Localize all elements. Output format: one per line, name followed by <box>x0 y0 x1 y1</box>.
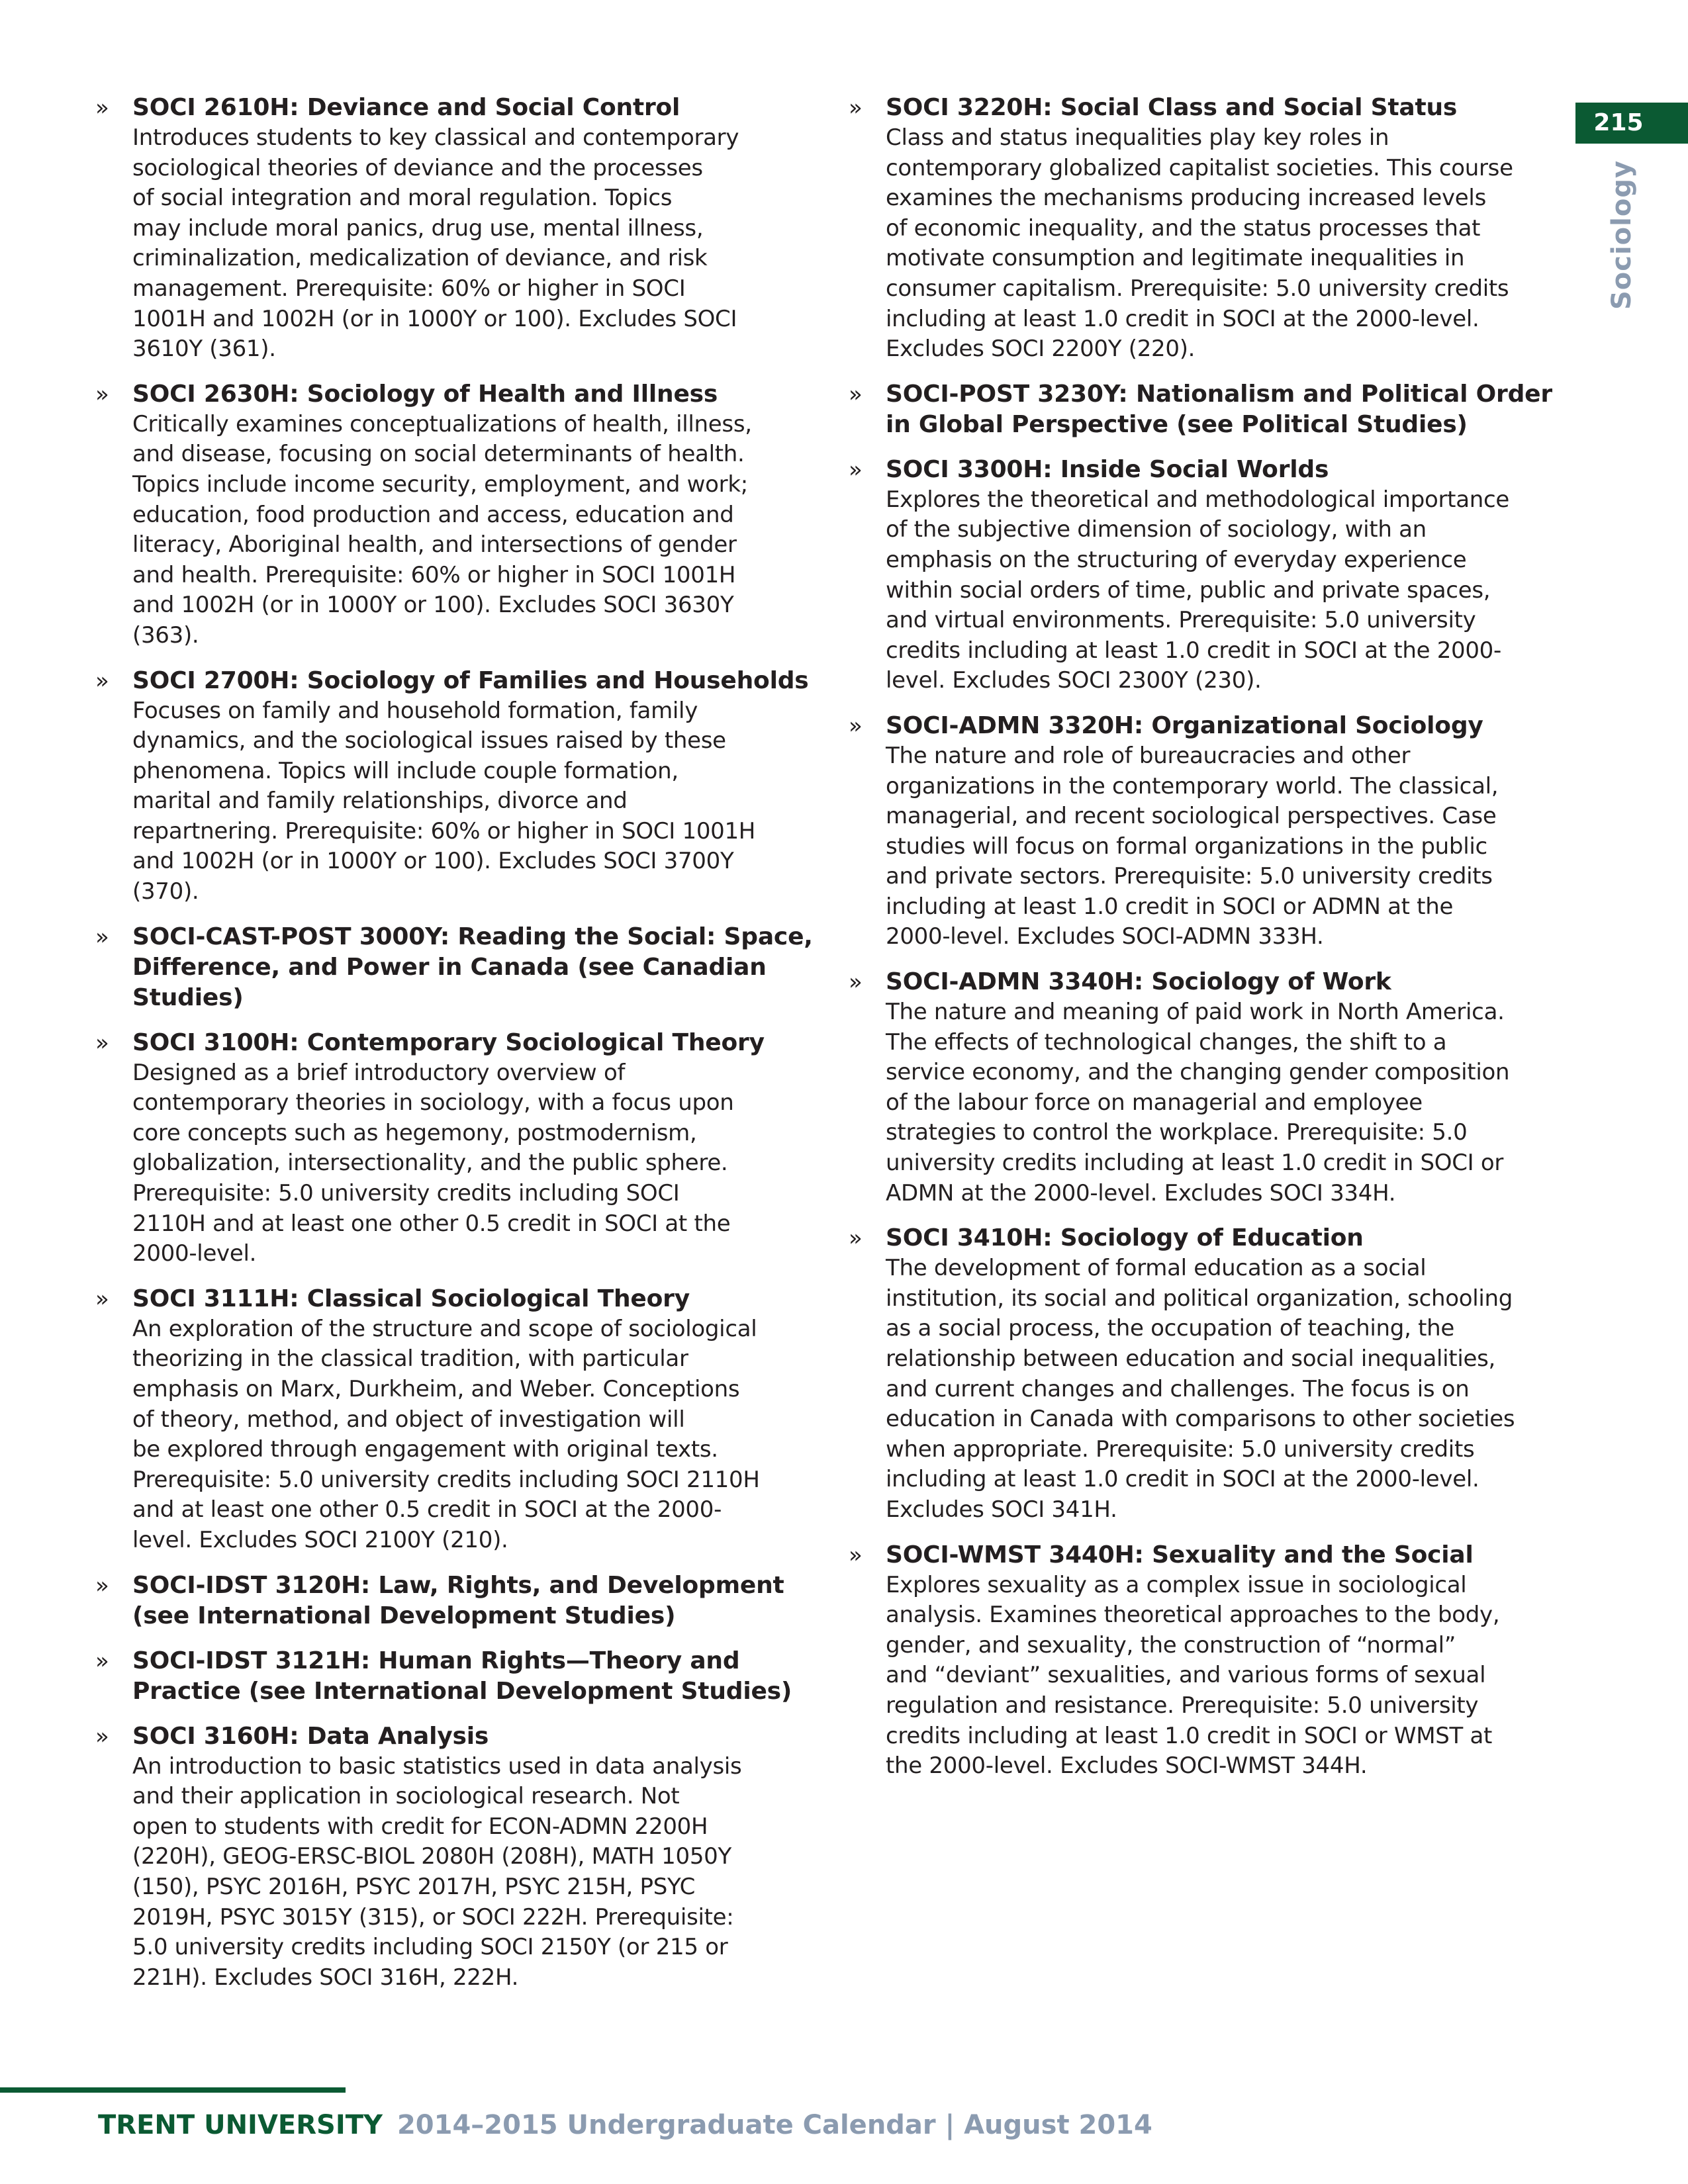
course-description-line: may include moral panics, drug use, mental illness, <box>132 214 704 242</box>
course-description-line: Explores sexuality as a complex issue in sociological <box>886 1571 1467 1598</box>
bullet-marker: » <box>95 923 109 950</box>
course-description-line: Prerequisite: 5.0 university credits including SOCI <box>132 1180 680 1207</box>
course-description-line: repartnering. Prerequisite: 60% or higher in SOCI 1001H <box>132 817 756 844</box>
course-entry <box>86 1721 821 1993</box>
course-description-line: and private sectors. Prerequisite: 5.0 university credits <box>886 863 1493 890</box>
bullet-marker: » <box>849 456 863 483</box>
course-description-line: managerial, and recent sociological perspectives. Case <box>886 803 1497 830</box>
course-description-line: criminalization, medicalization of deviance, and risk <box>132 245 708 272</box>
course-description-line: relationship between education and social inequalities, <box>886 1345 1496 1372</box>
course-description-line: of the subjective dimension of sociology, with an <box>886 516 1427 543</box>
course-description-line: level. Excludes SOCI 2300Y (230). <box>886 667 1262 694</box>
bullet-marker: » <box>849 1225 863 1252</box>
course-title: SOCI-ADMN 3340H: Sociology of Work <box>886 968 1391 996</box>
course-description-line: and health. Prerequisite: 60% or higher in SOCI 1001H <box>132 561 736 588</box>
course-description-line: ADMN at the 2000-level. Excludes SOCI 334H. <box>886 1179 1396 1206</box>
course-description-line: 3610Y (361). <box>132 336 276 363</box>
course-description-line: Explores the theoretical and methodological importance <box>886 486 1510 513</box>
course-description-line: emphasis on the structuring of everyday experience <box>886 546 1467 573</box>
course-entry <box>86 1028 821 1269</box>
course-description-line: Focuses on family and household formation, family <box>132 697 698 724</box>
bullet-marker: » <box>95 1029 109 1056</box>
course-description-line: emphasis on Marx, Durkheim, and Weber. Conceptions <box>132 1376 740 1402</box>
course-description-line: institution, its social and political organization, schooling <box>886 1285 1513 1312</box>
footer <box>98 2110 1152 2140</box>
course-description-line: Excludes SOCI 2200Y (220). <box>886 336 1196 363</box>
bullet-marker: » <box>95 1572 109 1599</box>
course-description-line: (363). <box>132 621 199 649</box>
course-description-line: and 1002H (or in 1000Y or 100). Excludes SOCI 3630Y <box>132 592 734 619</box>
course-title: SOCI 3100H: Contemporary Sociological Theory <box>132 1028 765 1056</box>
course-description-line: 221H). Excludes SOCI 316H, 222H. <box>132 1964 519 1991</box>
bullet-marker: » <box>95 381 109 408</box>
course-description-line: education in Canada with comparisons to other societies <box>886 1406 1515 1433</box>
course-description-line: marital and family relationships, divorce and <box>132 788 628 815</box>
course-description-line: credits including at least 1.0 credit in SOCI or WMST at <box>886 1722 1493 1749</box>
course-description-line: including at least 1.0 credit in SOCI at the 2000-level. <box>886 1466 1479 1493</box>
course-description-line: Critically examines conceptualizations of health, illness, <box>132 410 752 437</box>
bullet-marker: » <box>95 95 109 121</box>
course-description-line: The nature and role of bureaucracies and other <box>886 742 1411 769</box>
course-description-line: and virtual environments. Prerequisite: 5.0 university <box>886 607 1476 634</box>
course-description-line: Excludes SOCI 341H. <box>886 1496 1117 1523</box>
course-title: SOCI 3111H: Classical Sociological Theory <box>132 1285 690 1312</box>
course-description-line: be explored through engagement with original texts. <box>132 1436 718 1463</box>
course-entry <box>839 967 1574 1208</box>
course-description-line: Class and status inequalities play key roles in <box>886 124 1389 151</box>
course-description-line: The nature and meaning of paid work in North America. <box>886 999 1505 1026</box>
footer-calendar: 2014–2015 Undergraduate Calendar | August 2014 <box>397 2110 1152 2140</box>
course-entry <box>839 455 1574 696</box>
bullet-marker: » <box>849 1541 863 1569</box>
course-description-line: 2000-level. Excludes SOCI-ADMN 333H. <box>886 923 1324 950</box>
course-description-line: phenomena. Topics will include couple formation, <box>132 757 679 784</box>
course-description-line: The effects of technological changes, the shift to a <box>886 1028 1447 1056</box>
course-entry <box>86 1646 821 1707</box>
course-title: SOCI 2610H: Deviance and Social Control <box>132 94 680 121</box>
course-description-line: analysis. Examines theoretical approaches to the body, <box>886 1602 1500 1629</box>
course-description-line: gender, and sexuality, the construction of “normal” <box>886 1631 1456 1659</box>
page-number: 215 <box>1593 109 1644 136</box>
course-entry <box>839 1540 1574 1782</box>
course-description-line: credits including at least 1.0 credit in SOCI at the 2000- <box>886 637 1501 664</box>
course-description-line: and 1002H (or in 1000Y or 100). Excludes SOCI 3700Y <box>132 848 734 875</box>
course-description-line: and at least one other 0.5 credit in SOCI at the 2000- <box>132 1496 722 1524</box>
course-entry <box>839 93 1574 365</box>
course-description-line: 5.0 university credits including SOCI 2150Y (or 215 or <box>132 1934 728 1961</box>
course-description-line: when appropriate. Prerequisite: 5.0 university credits <box>886 1435 1475 1463</box>
course-description-line: 2110H and at least one other 0.5 credit in SOCI at the <box>132 1210 731 1237</box>
footer-university: TRENT UNIVERSITY <box>98 2110 383 2140</box>
course-description-line: level. Excludes SOCI 2100Y (210). <box>132 1526 508 1553</box>
course-description-line: core concepts such as hegemony, postmodernism, <box>132 1119 697 1146</box>
course-entry <box>86 379 821 651</box>
bullet-marker: » <box>95 1723 109 1750</box>
course-description-line: 1001H and 1002H (or in 1000Y or 100). Excludes SOCI <box>132 305 737 332</box>
section-label-text: Sociology <box>1607 159 1637 310</box>
course-description-line: and current changes and challenges. The focus is on <box>886 1375 1470 1402</box>
course-description-line: An introduction to basic statistics used in data analysis <box>132 1752 742 1780</box>
course-title: SOCI-CAST-POST 3000Y: Reading the Social: Space, Difference, and Power in Canada (see Canadian Studies) <box>132 923 813 1011</box>
course-description-line: An exploration of the structure and scope of sociological <box>132 1315 757 1342</box>
footer-rule <box>0 2087 346 2093</box>
course-description-line: including at least 1.0 credit in SOCI at the 2000-level. <box>886 305 1479 332</box>
course-entry <box>86 922 821 1013</box>
course-description-line: globalization, intersectionality, and the public sphere. <box>132 1150 728 1177</box>
course-title: SOCI 3300H: Inside Social Worlds <box>886 455 1329 483</box>
course-description-line: 2000-level. <box>132 1240 257 1267</box>
course-description-line: literacy, Aboriginal health, and intersections of gender <box>132 531 737 559</box>
course-entry <box>839 1223 1574 1525</box>
course-description-line: strategies to control the workplace. Prerequisite: 5.0 <box>886 1119 1468 1146</box>
course-description-line: dynamics, and the sociological issues raised by these <box>132 727 726 754</box>
course-description-line: Topics include income security, employment, and work; <box>132 471 748 498</box>
course-description-line: motivate consumption and legitimate inequalities in <box>886 245 1465 272</box>
bullet-marker: » <box>95 667 109 694</box>
course-title: SOCI 2700H: Sociology of Families and Households <box>132 666 809 694</box>
course-description-line: theorizing in the classical tradition, with particular <box>132 1345 688 1373</box>
course-title: SOCI-IDST 3121H: Human Rights—Theory and Practice (see International Development Studies) <box>132 1647 792 1705</box>
left-column <box>86 93 821 2007</box>
bullet-marker: » <box>849 969 863 996</box>
course-description-line: consumer capitalism. Prerequisite: 5.0 university credits <box>886 275 1509 302</box>
course-entry <box>86 1570 821 1631</box>
course-description-line: including at least 1.0 credit in SOCI or ADMN at the <box>886 893 1454 920</box>
course-description-line: (150), PSYC 2016H, PSYC 2017H, PSYC 215H, PSYC <box>132 1873 696 1900</box>
course-description-line: Designed as a brief introductory overview of <box>132 1059 626 1086</box>
course-description-line: The development of formal education as a social <box>886 1255 1427 1282</box>
bullet-marker: » <box>95 1647 109 1674</box>
course-description-line: studies will focus on formal organizations in the public <box>886 833 1487 860</box>
course-description-line: the 2000-level. Excludes SOCI-WMST 344H. <box>886 1752 1368 1780</box>
course-description-line: contemporary theories in sociology, with a focus upon <box>132 1089 734 1116</box>
course-entry <box>86 93 821 365</box>
page-number-tab <box>1575 103 1688 144</box>
section-label <box>1602 159 1642 310</box>
course-description-line: within social orders of time, public and private spaces, <box>886 576 1491 604</box>
bullet-marker: » <box>849 381 863 408</box>
course-title: SOCI-WMST 3440H: Sexuality and the Social <box>886 1541 1474 1569</box>
course-title: SOCI 2630H: Sociology of Health and Illness <box>132 380 718 408</box>
course-entry <box>839 379 1574 440</box>
course-description-line: (370). <box>132 878 199 905</box>
course-description-line: (220H), GEOG-ERSC-BIOL 2080H (208H), MATH 1050Y <box>132 1843 731 1870</box>
course-description-line: 2019H, PSYC 3015Y (315), or SOCI 222H. Prerequisite: <box>132 1903 734 1931</box>
course-description-line: of economic inequality, and the status processes that <box>886 214 1481 242</box>
course-description-line: open to students with credit for ECON-ADMN 2200H <box>132 1813 708 1840</box>
course-description-line: organizations in the contemporary world. The classical, <box>886 772 1499 799</box>
course-description-line: and disease, focusing on social determinants of health. <box>132 441 745 468</box>
course-title: SOCI 3220H: Social Class and Social Status <box>886 94 1458 121</box>
course-description-line: sociological theories of deviance and the processes <box>132 154 703 181</box>
course-title: SOCI 3410H: Sociology of Education <box>886 1224 1364 1252</box>
course-description-line: regulation and resistance. Prerequisite: 5.0 university <box>886 1692 1479 1719</box>
course-title: SOCI-IDST 3120H: Law, Rights, and Development (see International Development Studies) <box>132 1571 784 1629</box>
course-description-line: education, food production and access, education and <box>132 501 734 528</box>
course-description-line: and their application in sociological research. Not <box>132 1783 680 1810</box>
course-description-line: examines the mechanisms producing increased levels <box>886 185 1486 212</box>
right-column <box>839 93 1574 1796</box>
course-title: SOCI 3160H: Data Analysis <box>132 1722 489 1750</box>
course-title: SOCI-ADMN 3320H: Organizational Sociology <box>886 711 1483 739</box>
bullet-marker: » <box>849 95 863 121</box>
course-description-line: and “deviant” sexualities, and various forms of sexual <box>886 1662 1486 1689</box>
course-description-line: management. Prerequisite: 60% or higher in SOCI <box>132 275 686 302</box>
course-description-line: Prerequisite: 5.0 university credits including SOCI 2110H <box>132 1466 760 1493</box>
course-entry <box>86 666 821 907</box>
course-description-line: of theory, method, and object of investigation will <box>132 1406 685 1433</box>
course-description-line: Introduces students to key classical and contemporary <box>132 124 739 151</box>
course-description-line: of the labour force on managerial and employee <box>886 1089 1423 1116</box>
course-description-line: contemporary globalized capitalist societies. This course <box>886 154 1513 181</box>
course-description-line: of social integration and moral regulation. Topics <box>132 185 673 212</box>
course-entry <box>86 1284 821 1556</box>
course-description-line: university credits including at least 1.0 credit in SOCI or <box>886 1150 1504 1177</box>
course-entry <box>839 711 1574 952</box>
bullet-marker: » <box>849 712 863 739</box>
bullet-marker: » <box>95 1285 109 1312</box>
course-title: SOCI-POST 3230Y: Nationalism and Political Order in Global Perspective (see Political Studies) <box>886 380 1552 438</box>
course-description-line: as a social process, the occupation of teaching, the <box>886 1315 1455 1342</box>
course-description-line: service economy, and the changing gender composition <box>886 1059 1510 1086</box>
